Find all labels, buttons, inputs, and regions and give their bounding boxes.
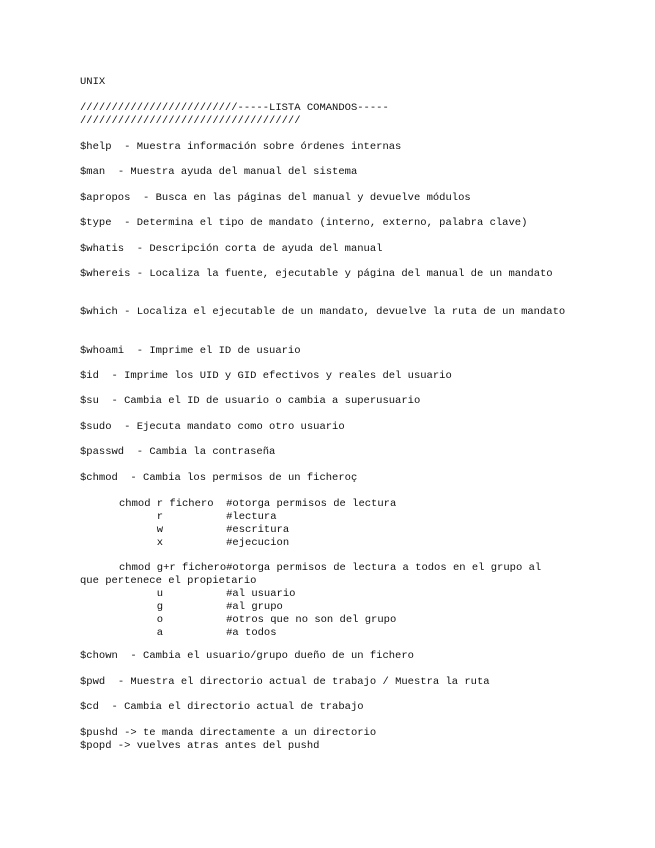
header-line-2: /////////////////////////////////// <box>80 115 301 127</box>
command-desc: - Descripción corta de ayuda del manual <box>124 243 383 255</box>
chmod-example-line: g #al grupo <box>119 601 283 613</box>
chmod-example-line: o #otros que no son del grupo <box>119 614 397 626</box>
command-desc: - Cambia los permisos de un ficheroç <box>117 472 358 484</box>
command-entry <box>80 306 580 319</box>
command-name: $help <box>80 141 112 153</box>
popd-line: $popd -> vuelves atras antes del pushd <box>80 740 320 752</box>
command-desc: - Muestra información sobre órdenes internas <box>111 141 402 153</box>
pushd-line: $pushd -> te manda directamente a un directorio <box>80 727 377 739</box>
command-entry <box>80 446 275 459</box>
command-name: $passwd <box>80 446 125 458</box>
command-name: $cd <box>80 701 99 713</box>
command-name: $su <box>80 395 99 407</box>
header-line-1: /////////////////////////-----LISTA COMANDOS----- <box>80 102 389 114</box>
command-entry <box>80 192 471 205</box>
command-entry <box>80 141 401 154</box>
command-name: $chown <box>80 650 118 662</box>
chmod-example-line: chmod r fichero #otorga permisos de lectura <box>119 498 397 510</box>
command-name: $whatis <box>80 243 125 255</box>
command-desc: - Localiza la fuente, ejecutable y página del manual de un mandato <box>130 268 553 280</box>
command-entry <box>80 421 345 434</box>
doc-title: UNIX <box>80 76 106 88</box>
command-name: $man <box>80 166 106 178</box>
command-name: $pwd <box>80 676 106 688</box>
chmod-example-continuation: que pertenece el propietario <box>80 575 257 587</box>
command-desc: - Muestra ayuda del manual del sistema <box>105 166 358 178</box>
command-entry <box>80 395 420 408</box>
command-entry <box>80 166 357 179</box>
command-name: $sudo <box>80 421 112 433</box>
command-entry <box>80 370 452 383</box>
command-name: $whereis <box>80 268 131 280</box>
command-desc: - Determina el tipo de mandato (interno, externo, palabra clave) <box>111 217 528 229</box>
command-entry <box>80 472 357 485</box>
command-name: $chmod <box>80 472 118 484</box>
chmod-example-line: r #lectura <box>119 511 277 523</box>
command-name: $whoami <box>80 345 125 357</box>
command-entry <box>80 676 490 689</box>
chmod-example-line: chmod g+r fichero#otorga permisos de lectura a todos en el grupo al <box>119 562 542 574</box>
command-entry <box>80 650 414 663</box>
chmod-example-line: x #ejecucion <box>119 537 290 549</box>
command-desc: - Imprime los UID y GID efectivos y reales del usuario <box>98 370 452 382</box>
command-desc: - Cambia el usuario/grupo dueño de un fichero <box>117 650 414 662</box>
command-name: $which <box>80 306 118 318</box>
command-desc: - Cambia el directorio actual de trabajo <box>98 701 364 713</box>
chmod-example-line: w #escritura <box>119 524 290 536</box>
command-desc: - Muestra el directorio actual de trabajo / Muestra la ruta <box>105 676 490 688</box>
command-desc: - Cambia la contraseña <box>124 446 276 458</box>
command-desc: - Localiza el ejecutable de un mandato, devuelve la ruta de un mandato <box>117 306 566 318</box>
command-entry <box>80 701 364 714</box>
command-entry <box>80 268 580 281</box>
command-desc: - Ejecuta mandato como otro usuario <box>111 421 345 433</box>
command-name: $type <box>80 217 112 229</box>
command-name: $apropos <box>80 192 131 204</box>
chmod-example-line: u #al usuario <box>119 588 296 600</box>
command-desc: - Imprime el ID de usuario <box>124 345 301 357</box>
command-desc: - Cambia el ID de usuario o cambia a superusuario <box>98 395 421 407</box>
chmod-example-line: a #a todos <box>119 627 277 639</box>
command-name: $id <box>80 370 99 382</box>
command-entry <box>80 345 301 358</box>
command-entry <box>80 217 527 230</box>
command-desc: - Busca en las páginas del manual y devuelve módulos <box>130 192 471 204</box>
command-entry <box>80 243 382 256</box>
